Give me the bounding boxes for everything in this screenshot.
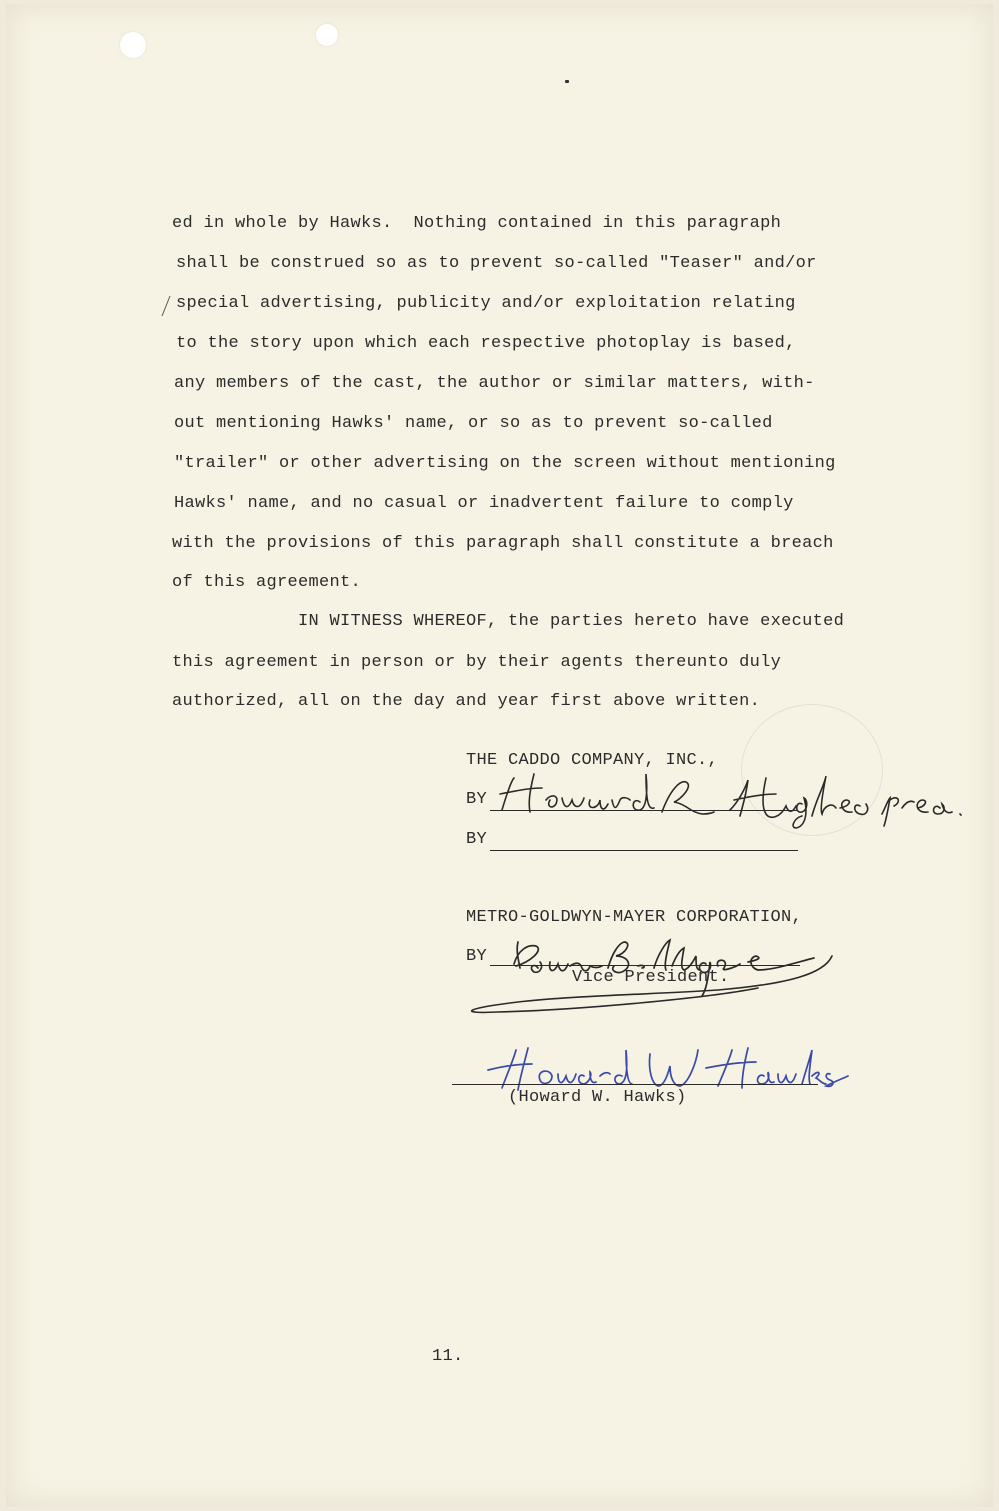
body-line: any members of the cast, the author or similar matters, with- xyxy=(174,374,815,393)
body-line: shall be construed so as to prevent so-called "Teaser" and/or xyxy=(176,254,817,273)
punch-hole-right xyxy=(316,24,338,46)
page-number: 11. xyxy=(432,1347,464,1366)
mgm-company-name: METRO-GOLDWYN-MAYER CORPORATION, xyxy=(466,908,803,927)
body-line: out mentioning Hawks' name, or so as to prevent so-called xyxy=(174,414,773,433)
caddo-by-label-1: BY xyxy=(466,790,488,809)
body-line: of this agreement. xyxy=(172,573,362,592)
body-line: special advertising, publicity and/or exploitation relating xyxy=(176,294,796,313)
caddo-signature-line-2 xyxy=(490,850,798,851)
hawks-typed-name: (Howard W. Hawks) xyxy=(508,1088,687,1107)
margin-tick-mark xyxy=(158,294,178,318)
body-line: this agreement in person or by their agents thereunto duly xyxy=(172,653,782,672)
body-line: ed in whole by Hawks. Nothing contained in this paragraph xyxy=(172,214,782,233)
caddo-company-name: THE CADDO COMPANY, INC., xyxy=(466,751,719,770)
mgm-officer-title: Vice President. xyxy=(572,968,730,987)
body-line: Hawks' name, and no casual or inadvertent failure to comply xyxy=(174,494,794,513)
stray-dot xyxy=(565,80,569,83)
punch-hole-left xyxy=(120,32,146,58)
body-line: authorized, all on the day and year first above written. xyxy=(172,692,761,711)
body-line: "trailer" or other advertising on the screen without mentioning xyxy=(174,454,836,473)
body-line: to the story upon which each respective photoplay is based, xyxy=(176,334,796,353)
hawks-signature-line xyxy=(452,1084,818,1085)
mgm-by-label: BY xyxy=(466,947,488,966)
hughes-signature xyxy=(490,760,970,830)
body-line: with the provisions of this paragraph shall constitute a breach xyxy=(172,534,834,553)
witness-line: IN WITNESS WHEREOF, the parties hereto have executed xyxy=(172,612,845,631)
caddo-by-label-2: BY xyxy=(466,830,488,849)
mgm-signature-line xyxy=(490,965,800,966)
